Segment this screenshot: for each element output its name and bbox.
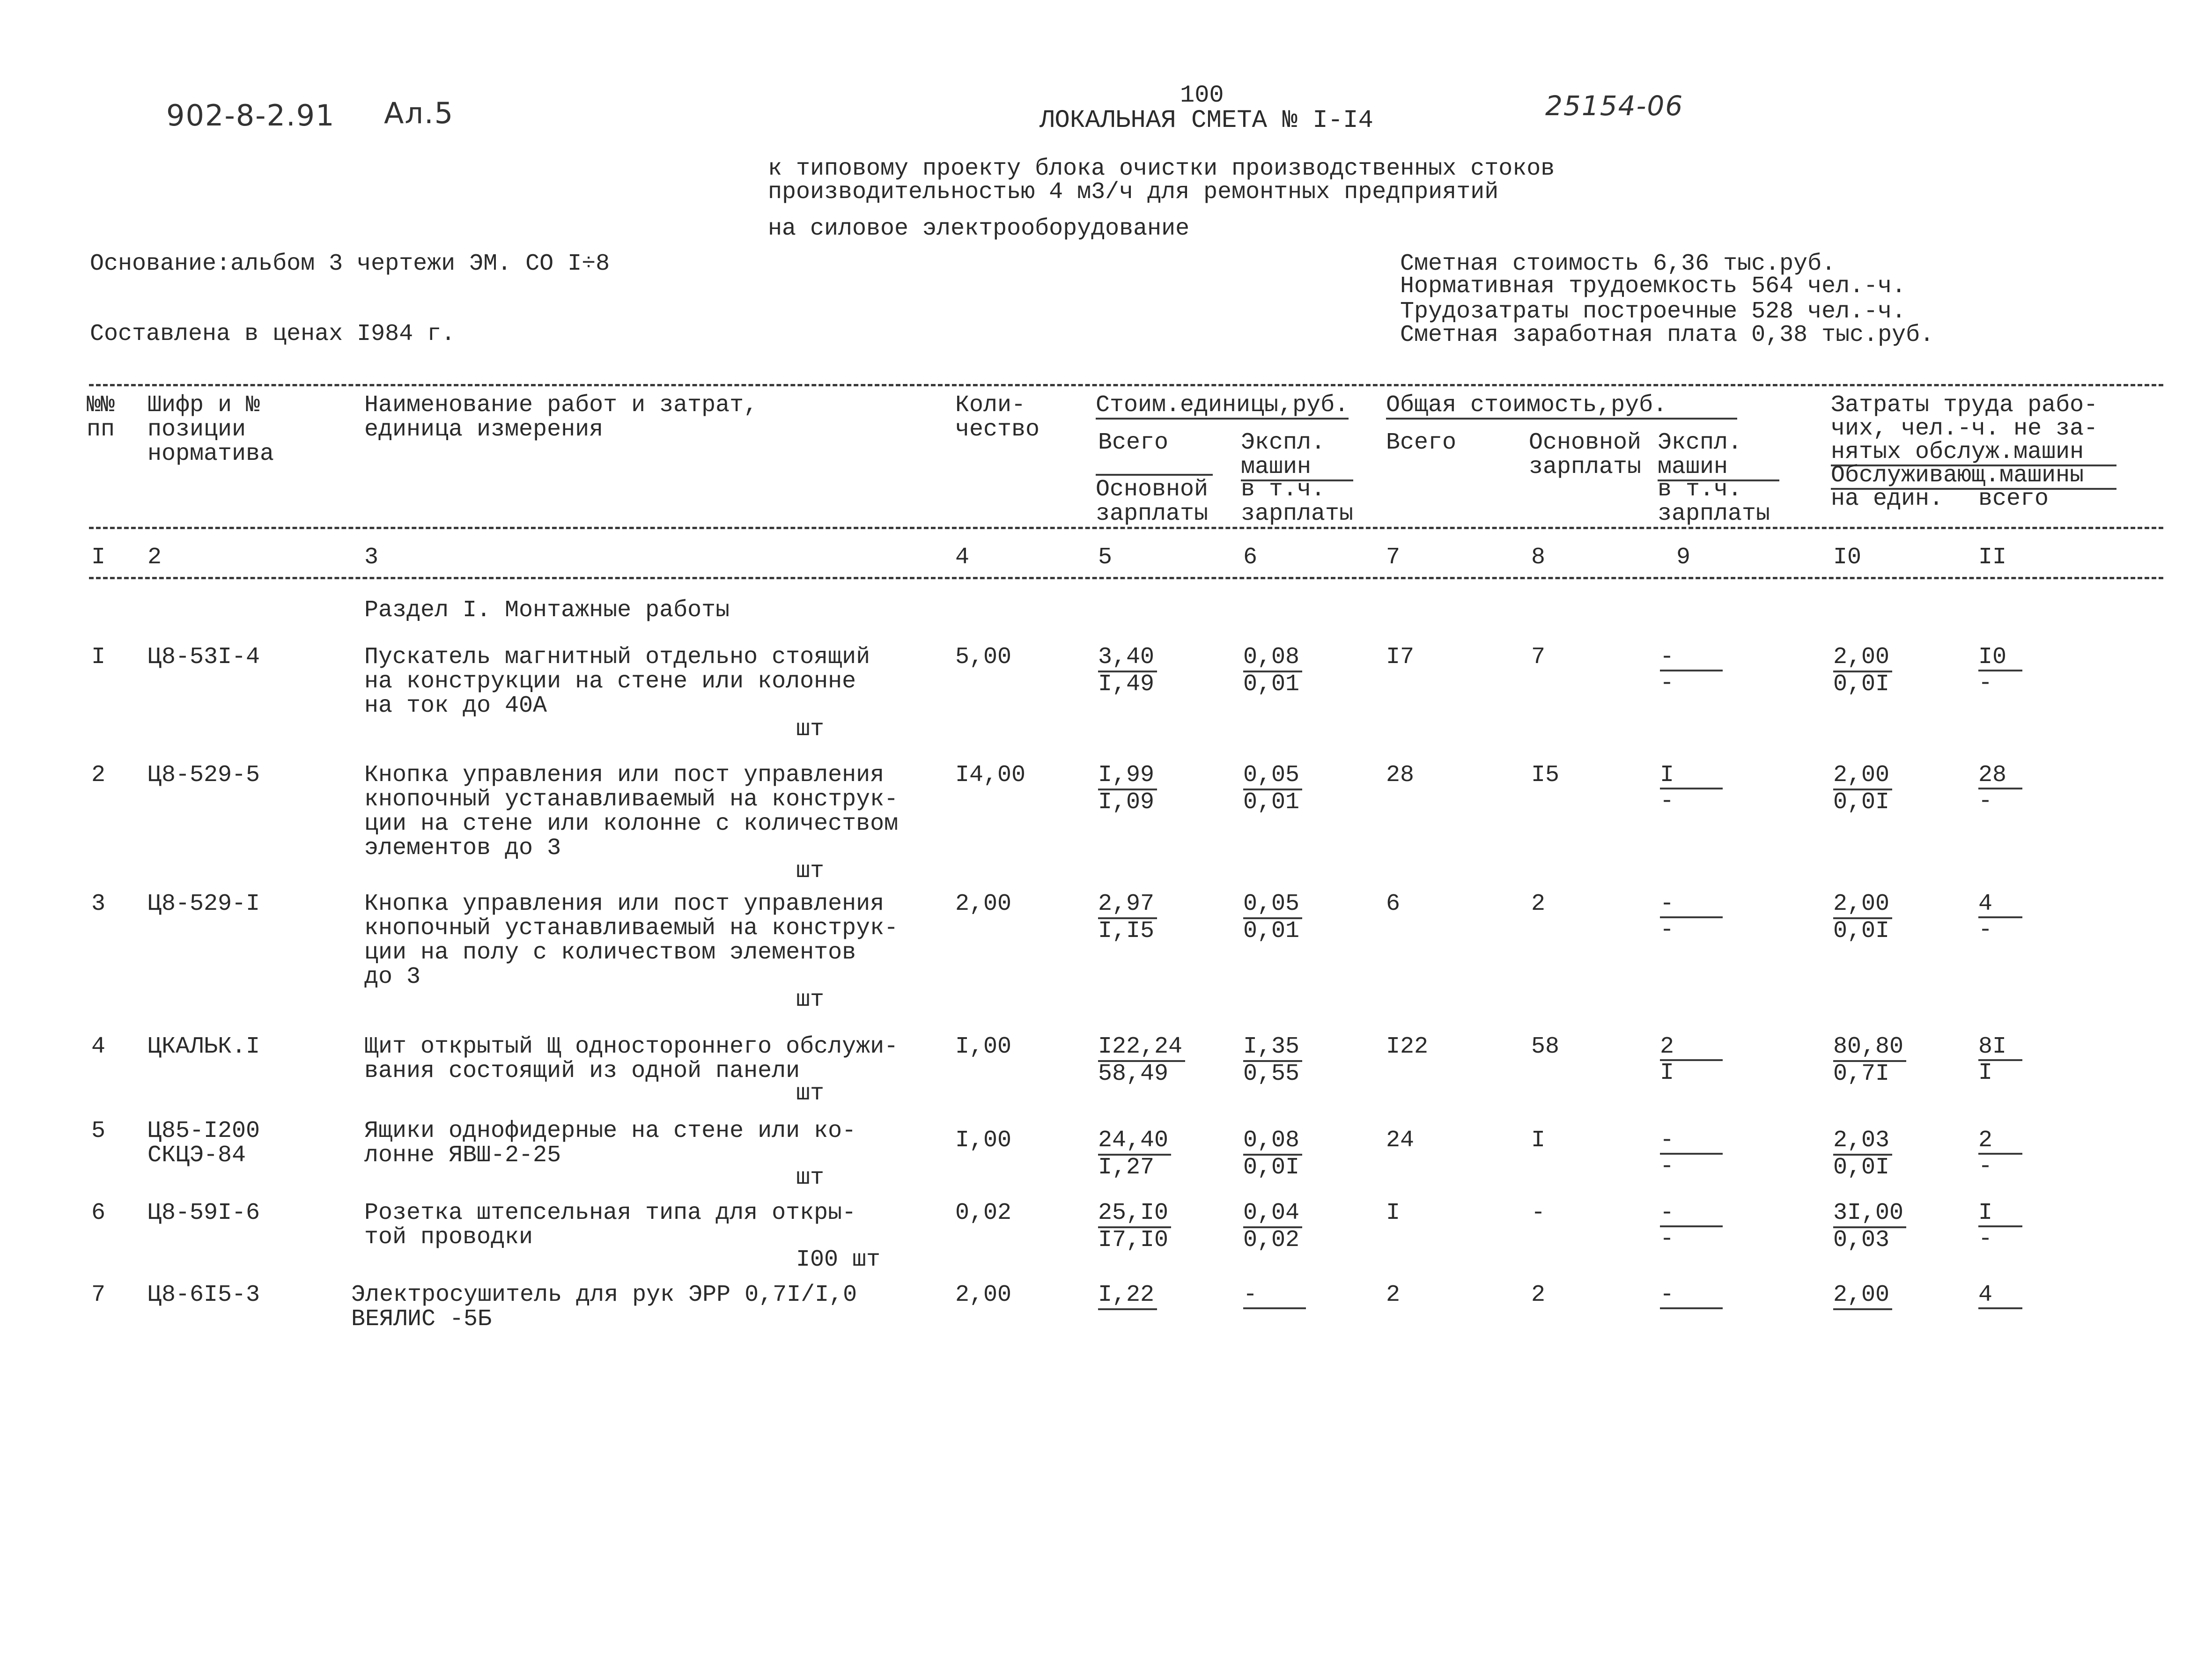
- row-labor-unit: [1833, 645, 1892, 697]
- labor-unit-mach: 0,0I: [1833, 1154, 1890, 1181]
- colnum-4: 4: [955, 544, 970, 571]
- row-number: 6: [91, 1200, 106, 1226]
- total-mach-wage: -: [1660, 1153, 1674, 1180]
- colnum-5: 5: [1098, 544, 1113, 571]
- row-total-wage: I: [1531, 1127, 1546, 1154]
- unit-total: 25,I0: [1098, 1201, 1171, 1228]
- unit-wage: I,49: [1098, 671, 1155, 698]
- labor-total-mach: I: [1978, 1060, 1993, 1086]
- row-qty: I,00: [955, 1127, 1012, 1154]
- unit-mach: 0,08: [1243, 1128, 1302, 1156]
- section-title: Раздел I. Монтажные работы: [364, 597, 730, 624]
- hdr-col5-rule: [1096, 474, 1213, 476]
- hdr-labor-per-unit: на един.: [1831, 486, 1944, 512]
- unit-total: I,99: [1098, 763, 1157, 790]
- hdr-labor-total: всего: [1978, 486, 2049, 512]
- row-labor-total: [1978, 645, 2022, 696]
- row-labor-unit: [1833, 1283, 1892, 1310]
- row-name: Кнопка управления или пост управления кнопочный устанавливаемый на конструк- ции на стене или колонне с количеством элементов до 3: [364, 762, 899, 862]
- hdr-group-unit-cost: Стоим.единицы,руб.: [1096, 392, 1349, 419]
- row-code: Ц85-I200 СКЦЭ-84: [147, 1118, 260, 1169]
- row-code: Ц8-6I5-3: [147, 1282, 260, 1308]
- row-unit: I00 шт: [796, 1246, 881, 1273]
- row-labor-total: [1978, 1283, 2022, 1309]
- labor-unit-mach: 0,0I: [1833, 789, 1890, 816]
- unit-mach-wage: 0,0I: [1243, 1154, 1300, 1181]
- labor-total-mach: -: [1978, 917, 1993, 944]
- row-qty: I,00: [955, 1033, 1012, 1060]
- row-number: 7: [91, 1282, 106, 1308]
- unit-total: 3,40: [1098, 645, 1157, 672]
- labor-unit: 2,00: [1833, 763, 1892, 790]
- hdr-group-total-cost: Общая стоимость,руб.: [1386, 393, 1737, 420]
- labor-total: 4: [1978, 1283, 2022, 1309]
- colnum-9: 9: [1676, 544, 1691, 571]
- row-name: Ящики однофидерные на стене или ко- лонне ЯВШ-2-25: [364, 1118, 856, 1169]
- hdr-col6-mach: Экспл. машин: [1241, 431, 1353, 481]
- total-mach-wage: -: [1660, 670, 1674, 697]
- hdr-col5-total: Всего: [1098, 429, 1169, 456]
- row-unit-cost: [1098, 645, 1157, 697]
- page-number: 100: [1180, 81, 1224, 109]
- row-unit: шт: [796, 858, 825, 885]
- row-qty: I4,00: [955, 762, 1026, 789]
- row-total: I: [1386, 1200, 1401, 1226]
- labor-unit: 2,03: [1833, 1128, 1892, 1156]
- row-unit: шт: [796, 1080, 825, 1107]
- labor-total-mach: -: [1978, 1226, 1993, 1253]
- total-mach-wage: -: [1660, 1226, 1674, 1253]
- unit-mach-wage: 0,01: [1243, 789, 1300, 816]
- row-unit: шт: [796, 987, 825, 1013]
- hdr-col7-total: Всего: [1386, 429, 1457, 456]
- hdr-col-name: Наименование работ и затрат, единица измерения: [364, 392, 758, 443]
- total-mach: -: [1660, 892, 1723, 918]
- labor-total-mach: -: [1978, 670, 1993, 697]
- colnum-rule: [89, 577, 2163, 579]
- unit-mach-wage: 0,01: [1243, 918, 1300, 944]
- row-total: 2: [1386, 1282, 1401, 1308]
- row-code: ЦКАЛЬК.I: [147, 1033, 260, 1060]
- labor-total: 4: [1978, 892, 2022, 918]
- row-total: 24: [1386, 1127, 1415, 1154]
- row-unit-mach: [1243, 1283, 1306, 1309]
- labor-unit: 2,00: [1833, 645, 1892, 672]
- unit-wage: I,09: [1098, 789, 1155, 816]
- row-number: I: [91, 644, 106, 671]
- row-number: 3: [91, 891, 106, 917]
- hdr-col-qty: Коли- чество: [955, 392, 1040, 443]
- row-unit-cost: [1098, 1201, 1171, 1253]
- labor-unit: 2,00: [1833, 892, 1892, 919]
- unit-total: I22,24: [1098, 1035, 1185, 1062]
- document-title: ЛОКАЛЬНАЯ СМЕТА № I-I4: [1040, 106, 1373, 135]
- total-mach: -: [1660, 1128, 1723, 1155]
- row-labor-unit: [1833, 1201, 1906, 1253]
- row-total-mach: [1660, 763, 1723, 814]
- unit-total: 24,40: [1098, 1128, 1171, 1156]
- labor-unit: 80,80: [1833, 1035, 1906, 1062]
- row-number: 4: [91, 1033, 106, 1060]
- summary-labor-norm: Нормативная трудоемкость 564 чел.-ч.: [1400, 273, 1906, 300]
- unit-mach: -: [1243, 1283, 1306, 1309]
- row-name: Кнопка управления или пост управления кнопочный устанавливаемый на конструк- ции на полу с количеством элементов до 3: [364, 891, 899, 990]
- labor-total-mach: -: [1978, 788, 1993, 815]
- row-unit-mach: [1243, 892, 1302, 944]
- labor-unit: 3I,00: [1833, 1201, 1906, 1228]
- total-mach-wage: -: [1660, 788, 1674, 815]
- row-qty: 0,02: [955, 1200, 1012, 1226]
- row-name: Розетка штепсельная типа для откры- той проводки: [364, 1200, 856, 1251]
- row-total-wage: I5: [1531, 762, 1560, 789]
- registration-number: 25154-06: [1545, 90, 1684, 122]
- hdr-col9-mach: Экспл. машин: [1658, 431, 1779, 481]
- hdr-col9-mach-wage: в т.ч. зарплаты: [1658, 476, 1770, 527]
- labor-unit-mach: 0,7I: [1833, 1061, 1890, 1087]
- basis-line: Основание:альбом 3 чертежи ЭМ. СО I÷8: [90, 251, 610, 277]
- row-unit-cost: [1098, 1035, 1185, 1086]
- hdr-labor-line-4: Обслуживающ.машины: [1831, 464, 2116, 490]
- row-unit-mach: [1243, 1035, 1302, 1086]
- row-code: Ц8-529-I: [147, 891, 260, 917]
- row-total-mach: [1660, 645, 1723, 696]
- header-top-rule: [89, 384, 2163, 386]
- row-code: Ц8-529-5: [147, 762, 260, 789]
- unit-wage: I,27: [1098, 1154, 1155, 1181]
- total-mach: -: [1660, 645, 1723, 671]
- row-unit-mach: [1243, 1201, 1302, 1253]
- doc-code: 902-8-2.91: [166, 98, 335, 133]
- labor-total: 8I: [1978, 1035, 2022, 1061]
- total-mach: I: [1660, 763, 1723, 789]
- row-unit-mach: [1243, 763, 1302, 815]
- row-unit: шт: [796, 1165, 825, 1191]
- row-labor-total: [1978, 892, 2022, 943]
- hdr-col5-wage: Основной зарплаты: [1096, 476, 1209, 527]
- colnum-1: I: [91, 544, 106, 571]
- row-total: 28: [1386, 762, 1415, 789]
- row-labor-unit: [1833, 1035, 1906, 1086]
- row-total-wage: 2: [1531, 891, 1546, 917]
- row-total: I22: [1386, 1033, 1429, 1060]
- unit-mach-wage: 0,55: [1243, 1061, 1300, 1087]
- row-total-wage: 7: [1531, 644, 1546, 671]
- unit-mach: 0,08: [1243, 645, 1302, 672]
- colnum-11: II: [1978, 544, 2007, 571]
- total-mach: -: [1660, 1283, 1723, 1309]
- row-unit: шт: [796, 716, 825, 743]
- prices-line: Составлена в ценах I984 г.: [90, 321, 456, 347]
- row-name: Пускатель магнитный отдельно стоящий на конструкции на стене или колонне на ток до 40А: [364, 644, 870, 719]
- unit-mach-wage: 0,02: [1243, 1227, 1300, 1253]
- unit-mach: I,35: [1243, 1035, 1302, 1062]
- row-code: Ц8-53I-4: [147, 644, 260, 671]
- hdr-labor-line-3: нятых обслуж.машин: [1831, 440, 2116, 466]
- hdr-col6-mach-wage: в т.ч. зарплаты: [1241, 476, 1354, 527]
- row-total-mach: [1660, 1283, 1723, 1309]
- row-labor-unit: [1833, 892, 1892, 944]
- row-number: 5: [91, 1118, 106, 1144]
- row-qty: 2,00: [955, 891, 1012, 917]
- total-mach: 2: [1660, 1035, 1723, 1061]
- row-labor-total: [1978, 1035, 2022, 1085]
- colnum-10: I0: [1833, 544, 1862, 571]
- row-unit-mach: [1243, 1128, 1302, 1180]
- total-mach: -: [1660, 1201, 1723, 1227]
- colnum-8: 8: [1531, 544, 1546, 571]
- subtitle-line-1: к типовому проекту блока очистки производственных стоков: [768, 155, 1555, 182]
- row-total-wage: -: [1531, 1200, 1546, 1226]
- row-name: Щит открытый Щ одностороннего обслужи- вания состоящий из одной панели: [364, 1033, 899, 1084]
- row-unit-cost: [1098, 1283, 1157, 1310]
- labor-unit-mach: 0,0I: [1833, 671, 1890, 698]
- subtitle-line-3: на силовое электрооборудование: [768, 215, 1190, 242]
- colnum-3: 3: [364, 544, 379, 571]
- row-total-wage: 58: [1531, 1033, 1560, 1060]
- labor-total: I: [1978, 1201, 2022, 1227]
- subtitle-line-2: производительностью 4 м3/ч для ремонтных предприятий: [768, 179, 1499, 206]
- hdr-col-code: Шифр и № позиции норматива: [147, 392, 274, 467]
- row-name: Электросушитель для рук ЭРР 0,7I/I,0 ВЕЯЛИС -5Б: [351, 1282, 857, 1333]
- row-unit-cost: [1098, 892, 1157, 944]
- hdr-col-number: №№ пп: [87, 392, 115, 443]
- labor-unit-mach: 0,03: [1833, 1227, 1890, 1253]
- row-total-mach: [1660, 892, 1723, 943]
- album-label: Ал.5: [384, 96, 454, 130]
- summary-labor-site: Трудозатраты построечные 528 чел.-ч.: [1400, 298, 1906, 325]
- unit-mach: 0,05: [1243, 763, 1302, 790]
- unit-wage: I7,I0: [1098, 1227, 1169, 1253]
- unit-wage: 58,49: [1098, 1061, 1169, 1087]
- row-number: 2: [91, 762, 106, 789]
- row-labor-unit: [1833, 1128, 1892, 1180]
- hdr-col8-wage: Основной зарплаты: [1529, 429, 1642, 480]
- unit-mach: 0,04: [1243, 1201, 1302, 1228]
- row-total: I7: [1386, 644, 1415, 671]
- labor-total: 2: [1978, 1128, 2022, 1155]
- row-total: 6: [1386, 891, 1401, 917]
- row-total-mach: [1660, 1201, 1723, 1252]
- unit-total: 2,97: [1098, 892, 1157, 919]
- unit-wage: I,I5: [1098, 918, 1155, 944]
- row-total-mach: [1660, 1128, 1723, 1179]
- row-labor-unit: [1833, 763, 1892, 815]
- summary-cost: Сметная стоимость 6,36 тыс.руб.: [1400, 251, 1836, 277]
- unit-total: I,22: [1098, 1283, 1157, 1310]
- row-qty: 2,00: [955, 1282, 1012, 1308]
- labor-total-mach: -: [1978, 1153, 1993, 1180]
- summary-wages: Сметная заработная плата 0,38 тыс.руб.: [1400, 322, 1934, 348]
- row-total-wage: 2: [1531, 1282, 1546, 1308]
- labor-unit-mach: 0,0I: [1833, 918, 1890, 944]
- unit-mach: 0,05: [1243, 892, 1302, 919]
- header-bottom-rule: [89, 527, 2163, 529]
- row-labor-total: [1978, 1128, 2022, 1179]
- colnum-7: 7: [1386, 544, 1401, 571]
- row-unit-cost: [1098, 1128, 1171, 1180]
- hdr-labor-line-2: чих, чел.-ч. не за-: [1831, 415, 2098, 442]
- total-mach-wage: I: [1660, 1060, 1674, 1086]
- unit-mach-wage: 0,01: [1243, 671, 1300, 698]
- row-labor-total: [1978, 1201, 2022, 1252]
- row-qty: 5,00: [955, 644, 1012, 671]
- row-unit-mach: [1243, 645, 1302, 697]
- total-mach-wage: -: [1660, 917, 1674, 944]
- colnum-2: 2: [147, 544, 162, 571]
- labor-unit: 2,00: [1833, 1283, 1892, 1310]
- row-total-mach: [1660, 1035, 1723, 1085]
- row-unit-cost: [1098, 763, 1157, 815]
- colnum-6: 6: [1243, 544, 1258, 571]
- hdr-labor-line-1: Затраты труда рабо-: [1831, 392, 2098, 419]
- row-labor-total: [1978, 763, 2022, 814]
- labor-total: I0: [1978, 645, 2022, 671]
- row-code: Ц8-59I-6: [147, 1200, 260, 1226]
- labor-total: 28: [1978, 763, 2022, 789]
